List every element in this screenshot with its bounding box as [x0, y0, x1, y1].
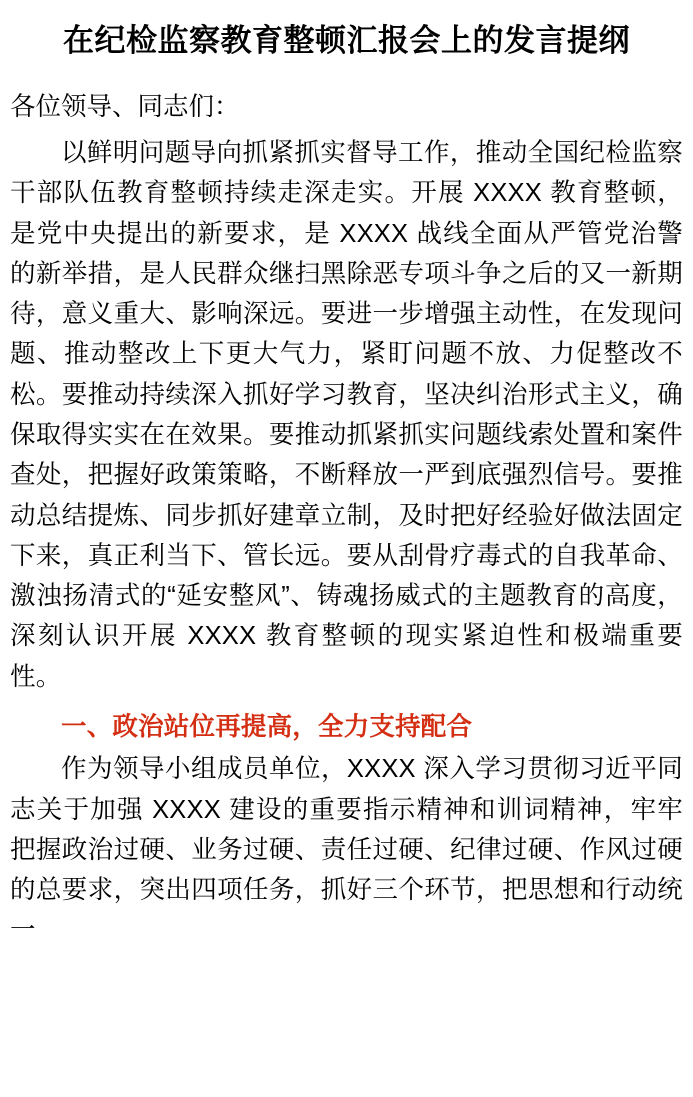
body-paragraph-2: 作为领导小组成员单位，XXXX 深入学习贯彻习近平同志关于加强 XXXX 建设的重要指示精神和训词精神，牢牢把握政治过硬、业务过硬、责任过硬、纪律过硬、作风过硬的总要求，突出四项任务，抓好三个环节，把思想和行动统一: [10, 755, 683, 945]
page-title: 在纪检监察教育整顿汇报会上的发言提纲: [63, 23, 630, 58]
body-paragraph-1: 以鲜明问题导向抓紧抓实督导工作，推动全国纪检监察干部队伍教育整顿持续走深走实。开展 XXXX 教育整顿，是党中央提出的新要求，是 XXXX 战线全面从严管党治警的新举措，是人民群众继扫黑除恶专项斗争之后的又一新期待，意义重大、影响深远。要进一步增强主动性，在发现问题、推动整改上下更大气力，紧盯问题不放、力促整改不松。要推动持续深入抓好学习教育，坚决纠治形式主义，确保取得实实在在效果。要推动抓紧抓实问题线索处置和案件查处，把握好政策策略，不断释放一严到底强烈信号。要推动总结提炼、同步抓好建章立制，及时把好经验好做法固定下来，真正利当下、管长远。要从刮骨疗毒式的自我革命、激浊扬清式的“延安整风”、铸魂扬威式的主题教育的高度，深刻认识开展 XXXX 教育整顿的现实紧迫性和极端重要性。: [10, 139, 683, 691]
section-heading-1: 一、政治站位再提高，全力支持配合: [61, 712, 473, 741]
salutation-line: 各位领导、同志们：: [10, 92, 240, 121]
